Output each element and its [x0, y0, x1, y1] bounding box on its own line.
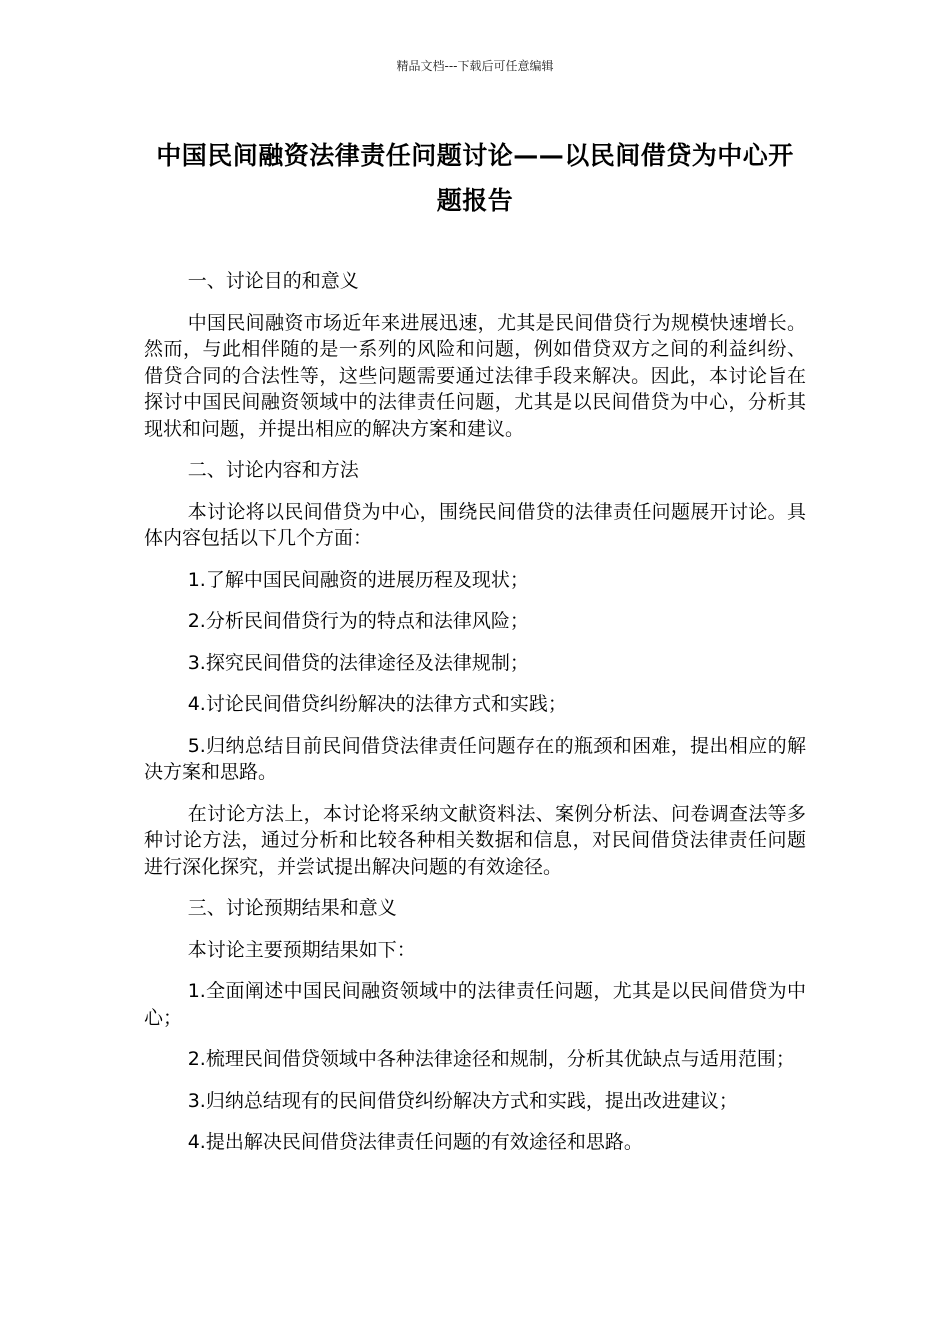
section-3-heading: 三、讨论预期结果和意义	[187, 897, 397, 919]
section-1-paragraph: 中国民间融资市场近年来进展迅速，尤其是民间借贷行为规模快速增长。然而，与此相伴随的是一系列的风险和问题，例如借贷双方之间的利益纠纷、借贷合同的合法性等，这些问题需要通过法律手段来解决。因此，本讨论旨在探讨中国民间融资领域中的法律责任问题，尤其是以民间借贷为中心，分析其现状和问题，并提出相应的解决方案和建议。	[144, 311, 806, 440]
section-1-heading: 一、讨论目的和意义	[187, 270, 359, 292]
section-2-paragraph: 本讨论将以民间借贷为中心，围绕民间借贷的法律责任问题展开讨论。具体内容包括以下几个方面：	[144, 500, 806, 549]
page-header-note: 精品文档---下载后可任意编辑	[396, 59, 554, 73]
list-item: 1.全面阐述中国民间融资领域中的法律责任问题，尤其是以民间借贷为中心；	[144, 980, 806, 1029]
list-item: 5.归纳总结目前民间借贷法律责任问题存在的瓶颈和困难，提出相应的解决方案和思路。	[144, 734, 806, 783]
list-item: 3.归纳总结现有的民间借贷纠纷解决方式和实践，提出改进建议；	[187, 1089, 738, 1112]
list-item: 3.探究民间借贷的法律途径及法律规制；	[187, 651, 529, 674]
section-2-heading: 二、讨论内容和方法	[187, 459, 359, 481]
list-item: 2.分析民间借贷行为的特点和法律风险；	[187, 610, 529, 632]
list-item: 2.梳理民间借贷领域中各种法律途径和规制，分析其优缺点与适用范围；	[187, 1048, 795, 1070]
list-item: 1.了解中国民间融资的进展历程及现状；	[187, 568, 529, 591]
list-item: 4.提出解决民间借贷法律责任问题的有效途径和思路。	[187, 1131, 643, 1153]
list-item: 4.讨论民间借贷纠纷解决的法律方式和实践；	[187, 693, 567, 715]
document-body	[144, 268, 806, 1171]
document-title: 中国民间融资法律责任问题讨论——以民间借贷为中心开题报告	[156, 141, 794, 215]
section-3-paragraph: 本讨论主要预期结果如下：	[187, 938, 416, 961]
section-2-method-paragraph: 在讨论方法上，本讨论将采纳文献资料法、案例分析法、问卷调查法等多种讨论方法，通过分析和比较各种相关数据和信息，对民间借贷法律责任问题进行深化探究，并尝试提出解决问题的有效途径。	[144, 802, 806, 878]
